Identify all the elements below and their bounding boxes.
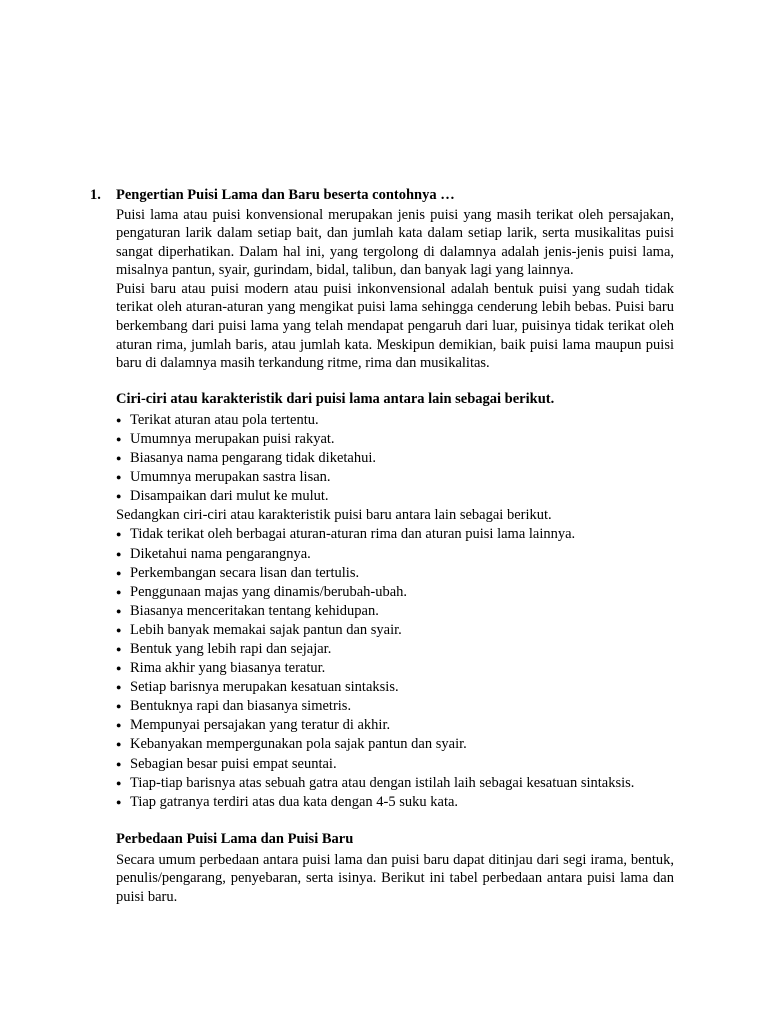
list-item: ● Mempunyai persajakan yang teratur di akhir. bbox=[116, 716, 674, 735]
bullet-list-puisi-baru bbox=[116, 525, 674, 811]
list-item: ● Biasanya nama pengarang tidak diketahui. bbox=[116, 449, 674, 468]
list-item: ● Disampaikan dari mulut ke mulut. bbox=[116, 487, 674, 506]
list-item: ● Bentuknya rapi dan biasanya simetris. bbox=[116, 697, 674, 716]
list-item: ● Tidak terikat oleh berbagai aturan-aturan rima dan aturan puisi lama lainnya. bbox=[116, 525, 674, 544]
list-item: ● Kebanyakan mempergunakan pola sajak pantun dan syair. bbox=[116, 735, 674, 754]
list-item: ● Setiap barisnya merupakan kesatuan sintaksis. bbox=[116, 678, 674, 697]
section-ciri-puisi-lama bbox=[116, 390, 674, 506]
list-item: ● Bentuk yang lebih rapi dan sejajar. bbox=[116, 640, 674, 659]
paragraph-puisi-baru: Puisi baru atau puisi modern atau puisi inkonvensional adalah bentuk puisi yang sudah tidak terikat oleh aturan-aturan yang mengikat puisi lama sehingga cenderung lebih bebas. Puisi baru berkembang dari puisi lama yang telah mendapat pengaruh dari luar, puisinya tidak terikat oleh aturan rima, jumlah baris, atau jumlah kata. Meskipun demikian, baik puisi lama maupun puisi baru di dalamnya masih terkandung ritme, rima dan musikalitas. bbox=[116, 280, 674, 372]
list-item: ● Lebih banyak memakai sajak pantun dan syair. bbox=[116, 621, 674, 640]
page-title: Pengertian Puisi Lama dan Baru beserta contohnya … bbox=[116, 187, 455, 203]
paragraph-puisi-lama: Puisi lama atau puisi konvensional merupakan jenis puisi yang masih terikat oleh persajakan, pengaturan larik dalam setiap bait, dan jumlah kata dalam setiap larik, serta musikalitas puisi sangat diperhatikan. Dalam hal ini, yang tergolong di dalamnya adalah jenis-jenis puisi lama, misalnya pantun, syair, gurindam, bidal, talibun, dan banyak lagi yang lainnya. bbox=[116, 206, 674, 279]
list-item: ● Umumnya merupakan puisi rakyat. bbox=[116, 430, 674, 449]
list-item: ● Penggunaan majas yang dinamis/berubah-ubah. bbox=[116, 583, 674, 602]
list-item: ● Tiap gatranya terdiri atas dua kata dengan 4-5 suku kata. bbox=[116, 793, 674, 812]
lead-ciri-puisi-baru: Sedangkan ciri-ciri atau karakteristik puisi baru antara lain sebagai berikut. bbox=[116, 507, 552, 524]
section-ciri-puisi-baru bbox=[116, 506, 674, 812]
bullet-list-puisi-lama bbox=[116, 411, 674, 506]
section-body bbox=[116, 186, 674, 907]
list-item: ● Tiap-tiap barisnya atas sebuah gatra atau dengan istilah laih sebagai kesatuan sintaksis. bbox=[116, 774, 674, 793]
numbered-section bbox=[90, 186, 674, 907]
paragraph-perbedaan: Secara umum perbedaan antara puisi lama dan puisi baru dapat ditinjau dari segi irama, bentuk, penulis/pengarang, penyebaran, serta isinya. Berikut ini tabel perbedaan antara puisi lama dan puisi baru. bbox=[116, 851, 674, 905]
list-number: 1. bbox=[90, 187, 101, 203]
subheading-perbedaan: Perbedaan Puisi Lama dan Puisi Baru bbox=[116, 830, 354, 847]
list-item: ● Umumnya merupakan sastra lisan. bbox=[116, 468, 674, 487]
list-item: ● Terikat aturan atau pola tertentu. bbox=[116, 411, 674, 430]
list-item: ● Rima akhir yang biasanya teratur. bbox=[116, 659, 674, 678]
section-perbedaan bbox=[116, 830, 674, 907]
list-item: ● Sebagian besar puisi empat seuntai. bbox=[116, 755, 674, 774]
list-item: ● Biasanya menceritakan tentang kehidupan. bbox=[116, 602, 674, 621]
list-item: ● Perkembangan secara lisan dan tertulis. bbox=[116, 564, 674, 583]
list-item: ● Diketahui nama pengarangnya. bbox=[116, 545, 674, 564]
subheading-ciri-puisi-lama: Ciri-ciri atau karakteristik dari puisi lama antara lain sebagai berikut. bbox=[116, 390, 555, 407]
